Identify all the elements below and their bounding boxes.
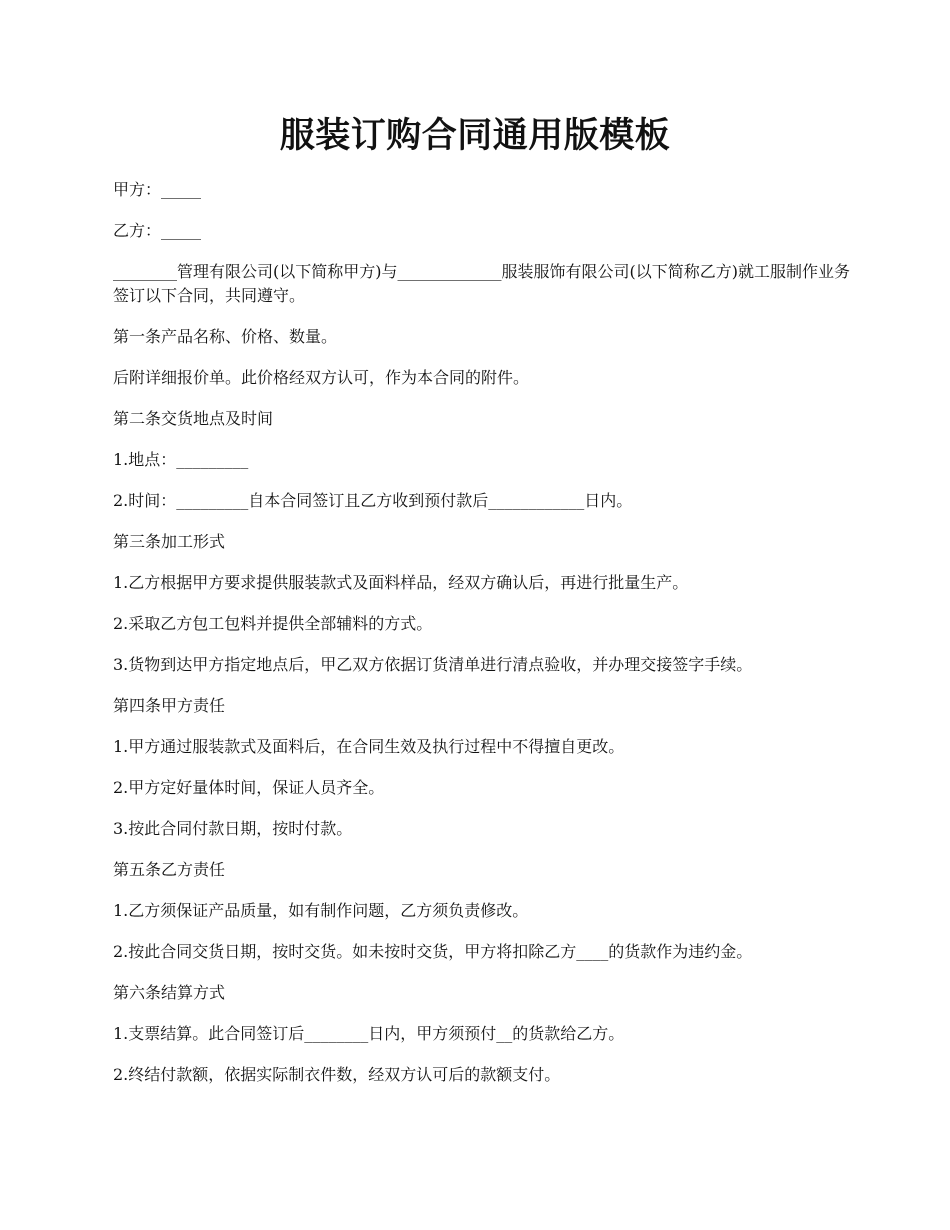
article-6-item-2: 2.终结付款额，依据实际制衣件数，经双方认可后的款额支付。 [113,1065,561,1084]
party-b-line: 乙方：_____ [113,221,202,240]
document-title: 服装订购合同通用版模板 [279,115,671,156]
article-4-heading: 第四条甲方责任 [113,696,226,715]
article-1-heading: 第一条产品名称、价格、数量。 [113,327,338,346]
article-5-item-1: 1.乙方须保证产品质量，如有制作问题，乙方须负责修改。 [113,901,529,920]
article-3-heading: 第三条加工形式 [113,532,226,551]
contract-preamble: ________管理有限公司(以下简称甲方)与_____________服装服饰有限公司(以下简称乙方)就工服制作业务签订以下合同，共同遵守。 [113,262,850,305]
article-2-item-2: 2.时间：_________自本合同签订且乙方收到预付款后____________日内。 [113,491,633,510]
document-body [113,178,853,1104]
article-1-text: 后附详细报价单。此价格经双方认可，作为本合同的附件。 [113,368,530,387]
article-3-item-2: 2.采取乙方包工包料并提供全部辅料的方式。 [113,614,433,633]
article-4-item-2: 2.甲方定好量体时间，保证人员齐全。 [113,778,385,797]
article-5-heading: 第五条乙方责任 [113,860,226,879]
article-2-heading: 第二条交货地点及时间 [113,409,274,428]
article-3-item-1: 1.乙方根据甲方要求提供服装款式及面料样品，经双方确认后，再进行批量生产。 [113,573,689,592]
article-2-item-1: 1.地点：_________ [113,450,249,469]
party-a-line: 甲方：_____ [113,180,202,199]
article-4-item-3: 3.按此合同付款日期，按时付款。 [113,819,353,838]
article-4-item-1: 1.甲方通过服装款式及面料后，在合同生效及执行过程中不得擅自更改。 [113,737,625,756]
article-6-item-1: 1.支票结算。此合同签订后________日内，甲方须预付__的货款给乙方。 [113,1024,625,1043]
article-5-item-2: 2.按此合同交货日期，按时交货。如未按时交货，甲方将扣除乙方____的货款作为违约金。 [113,942,753,961]
article-3-item-3: 3.货物到达甲方指定地点后，甲乙双方依据订货清单进行清点验收，并办理交接签字手续。 [113,655,753,674]
article-6-heading: 第六条结算方式 [113,983,226,1002]
